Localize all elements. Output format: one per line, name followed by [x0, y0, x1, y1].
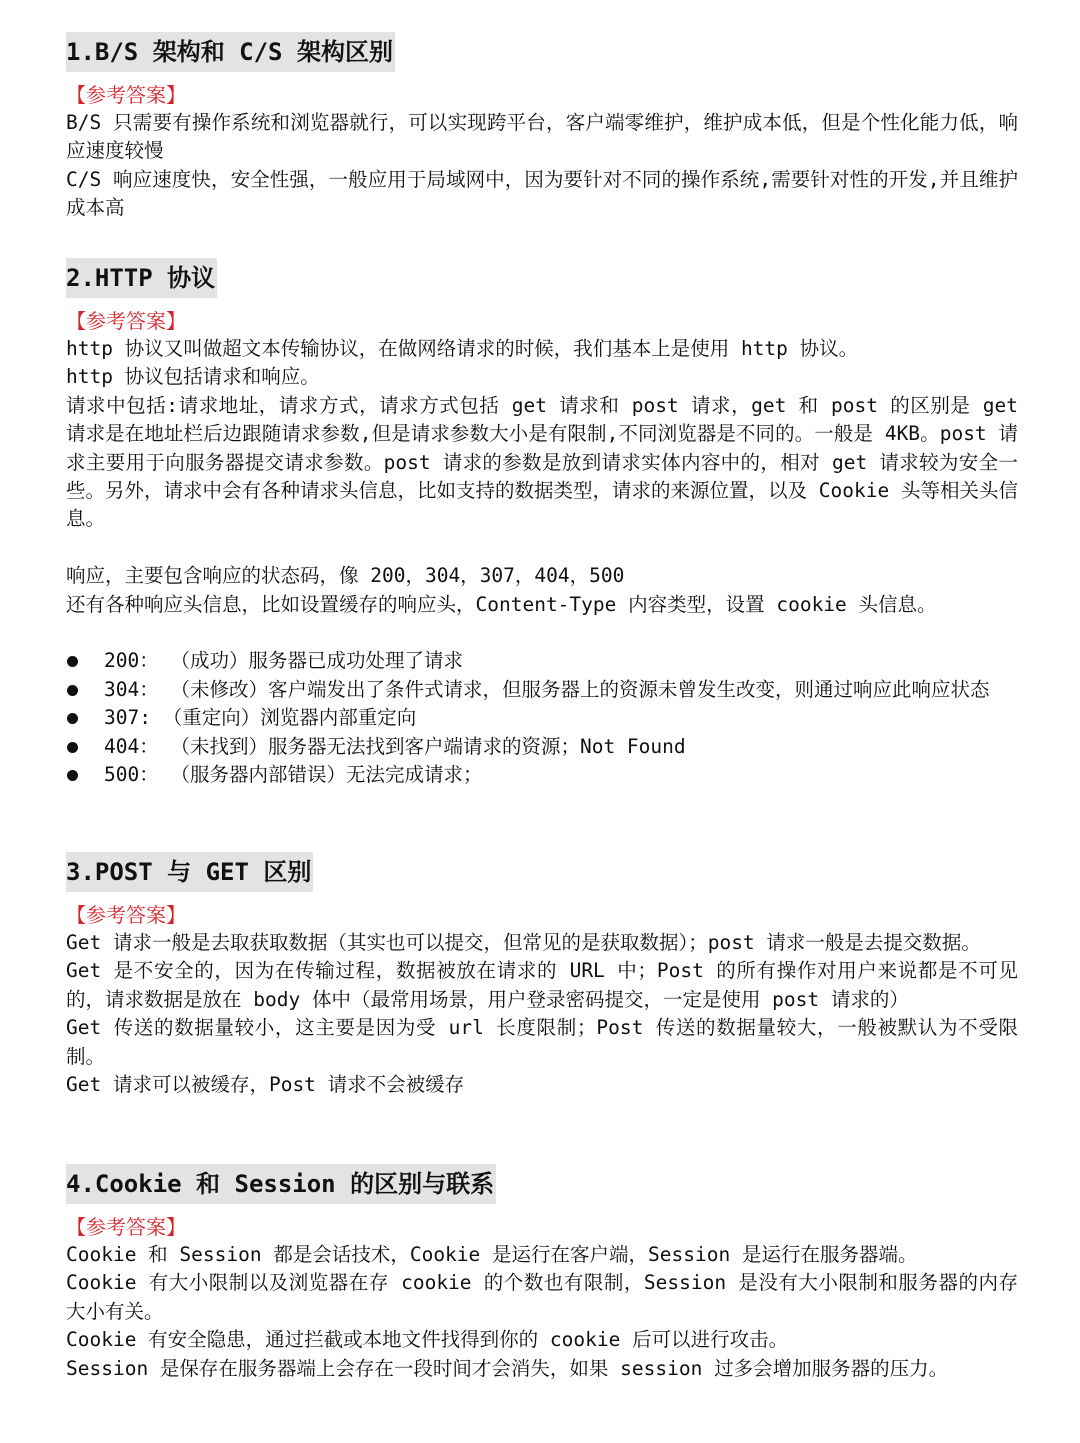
answer-label: 【参考答案】 — [66, 903, 186, 927]
paragraph: B/S 只需要有操作系统和浏览器就行，可以实现跨平台，客户端零维护，维护成本低，但是个性化能力低，响应速度较慢 — [66, 111, 1018, 163]
list-item-text: 404： （未找到）服务器无法找到客户端请求的资源；Not Found — [104, 734, 686, 758]
paragraph: C/S 响应速度快，安全性强，一般应用于局域网中，因为要针对不同的操作系统,需要针对性的开发,并且维护成本高 — [66, 167, 1018, 220]
paragraph: Get 是不安全的，因为在传输过程，数据被放在请求的 URL 中；Post 的所有操作对用户来说都是不可见的，请求数据是放在 body 体中（最常用场景，用户登录密码提交，一定是使用 post 请求的） — [66, 959, 1018, 1011]
list-item — [66, 676, 1018, 704]
paragraph: 请求中包括:请求地址，请求方式，请求方式包括 get 请求和 post 请求，get 和 post 的区别是 get 请求是在地址栏后边跟随请求参数,但是请求参数大小是有限制,不同浏览器是不同的。一般是 4KB。post 请求主要用于向服务器提交请求参数。post 请求的参数是放到请求实体内容中的，相对 get 请求较为安全一些。另外，请求中会有各种请求头信息，比如支持的数据类型，请求的来源位置，以及 Cookie 头等相关头信息。 — [66, 393, 1018, 531]
paragraph: 还有各种响应头信息，比如设置缓存的响应头，Content-Type 内容类型，设置 cookie 头信息。 — [66, 592, 937, 616]
section-cookie-session — [66, 1164, 1018, 1383]
section-heading: 3.POST 与 GET 区别 — [66, 852, 313, 892]
bullet-icon — [67, 742, 78, 753]
paragraph: 响应，主要包含响应的状态码，像 200，304，307，404，500 — [66, 564, 625, 588]
list-item — [66, 761, 1018, 789]
paragraph: Get 请求可以被缓存，Post 请求不会被缓存 — [66, 1073, 465, 1097]
answer-label: 【参考答案】 — [66, 1215, 186, 1239]
list-item — [66, 647, 1018, 675]
answer-label: 【参考答案】 — [66, 309, 186, 333]
list-item — [66, 733, 1018, 761]
section-heading: 1.B/S 架构和 C/S 架构区别 — [66, 32, 395, 72]
section-heading: 2.HTTP 协议 — [66, 258, 217, 298]
list-item-text: 200： （成功）服务器已成功处理了请求 — [104, 649, 463, 673]
bullet-icon — [67, 685, 78, 696]
list-item-text: 304： （未修改）客户端发出了条件式请求，但服务器上的资源未曾发生改变，则通过响应此响应状态 — [104, 677, 990, 701]
list-item-text: 307: （重定向）浏览器内部重定向 — [104, 706, 417, 730]
section-http — [66, 258, 1018, 789]
status-code-list — [66, 647, 1018, 789]
bullet-icon — [67, 656, 78, 667]
paragraph: Cookie 有大小限制以及浏览器在存 cookie 的个数也有限制，Session 是没有大小限制和服务器的内存大小有关。 — [66, 1271, 1018, 1323]
blank-line — [66, 534, 1018, 562]
list-item-text: 500： （服务器内部错误）无法完成请求； — [104, 763, 483, 787]
paragraph: Get 请求一般是去取获取数据（其实也可以提交，但常见的是获取数据）；post 请求一般是去提交数据。 — [66, 931, 981, 954]
section-bs-cs — [66, 32, 1018, 223]
paragraph: Cookie 有安全隐患，通过拦截或本地文件找得到你的 cookie 后可以进行攻击。 — [66, 1328, 789, 1352]
blank-line — [66, 619, 1018, 647]
bullet-icon — [67, 770, 78, 781]
paragraph: Cookie 和 Session 都是会话技术，Cookie 是运行在客户端，Session 是运行在服务器端。 — [66, 1243, 918, 1266]
paragraph: http 协议包括请求和响应。 — [66, 365, 320, 389]
bullet-icon — [67, 713, 78, 724]
list-item — [66, 704, 1018, 732]
answer-label: 【参考答案】 — [66, 83, 186, 107]
paragraph: Session 是保存在服务器端上会存在一段时间才会消失，如果 session 过多会增加服务器的压力。 — [66, 1356, 949, 1380]
paragraph: http 协议又叫做超文本传输协议，在做网络请求的时候，我们基本上是使用 http 协议。 — [66, 337, 859, 360]
paragraph: Get 传送的数据量较小，这主要是因为受 url 长度限制；Post 传送的数据量较大，一般被默认为不受限制。 — [66, 1016, 1018, 1068]
section-heading: 4.Cookie 和 Session 的区别与联系 — [66, 1164, 496, 1204]
section-post-get — [66, 852, 1018, 1099]
